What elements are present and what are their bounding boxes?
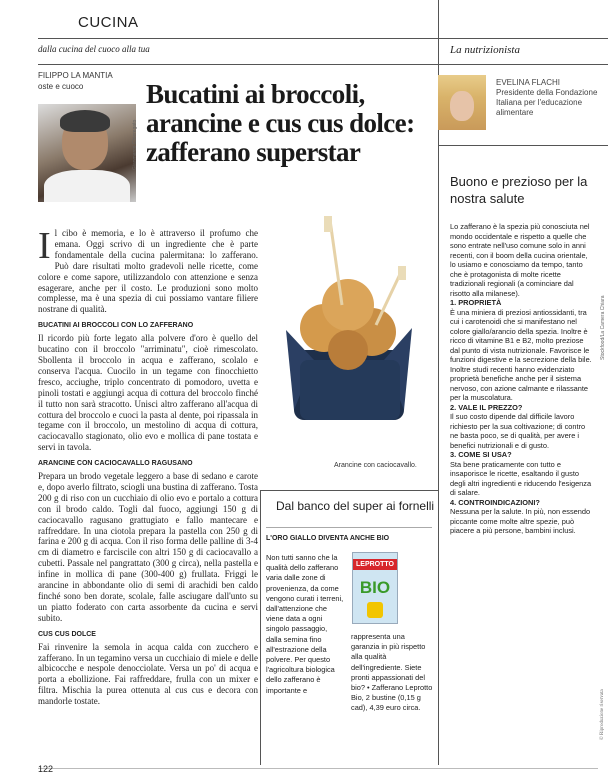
nutritionist-label: La nutrizionista — [450, 44, 520, 56]
side-box-item-heading: 3. COME SI USA? — [450, 450, 512, 459]
headline-line: Bucatini ai broccoli, — [146, 79, 365, 109]
shop-box-title: Dal banco del super ai fornelli — [276, 499, 435, 513]
headline-line: arancine e cus cus dolce: — [146, 108, 415, 138]
chef-photo — [38, 104, 136, 202]
shop-box-text-left: Non tutti sanno che la qualità dello zafferano varia dalle zone di provenienza, da come vengono curati i terreni, dall'attenzione che viene data a ogni singolo passaggio, dalla semina fino all'estrazione della polvere. Per questo l'agricoltura biologica dello zafferano è importante e — [266, 553, 344, 695]
side-box-item-text: Sta bene praticamente con tutto e insaporisce le ricette, esaltando il gusto degli altri ingredienti e riducendo l'esigenza di salare. — [450, 459, 592, 497]
nutritionist-photo — [438, 75, 486, 130]
side-box-intro: Lo zafferano è la spezia più conosciuta nel mondo occidentale e rispetto a quelle che sono entrate nell'uso comune solo in anni recenti, con il boom della cucina orientale, lo usiamo e conosciamo da tempo, tanto che è protagonista di molte ricette tradizionali regionali (a cominciare dal risotto alla milanese). — [450, 222, 590, 298]
shop-box-left-rule — [260, 490, 261, 765]
column-divider — [438, 145, 439, 765]
side-box-item-text: Nessuna per la salute. In più, non essendo piccante come molte altre spezie, può piacere a più persone, bambini inclusi. — [450, 507, 591, 535]
product-pack — [352, 552, 398, 624]
photo-caption: Arancine con caciocavallo. — [334, 462, 417, 469]
side-box-body — [450, 222, 592, 536]
rights-notice: © Riproduzione riservata — [600, 689, 605, 740]
side-box-item-text: Il suo costo dipende dal difficile lavoro richiesto per la sua coltivazione; di contro ne basta poco, se di qualità, per avere i benefici nutrizionali e di gusto. — [450, 412, 586, 450]
author-role: oste e cuoco — [38, 82, 84, 91]
side-box-item-heading: 1. PROPRIETÀ — [450, 298, 502, 307]
side-box-item-heading: 4. CONTROINDICAZIONI? — [450, 497, 540, 507]
nutritionist-info — [496, 78, 606, 118]
pack-label: BIO — [359, 578, 391, 597]
footer-rule — [38, 768, 598, 769]
subheader-rule — [38, 64, 438, 65]
header-rule — [38, 38, 438, 39]
dropcap: I — [38, 225, 51, 267]
nutritionist-bio: Presidente della Fondazione Italiana per l'educazione alimentare — [496, 88, 598, 117]
recipe-text: Fai rinvenire la semola in acqua calda con zucchero e zafferano. In un tegamino versa un cucchiaio di miele e delle albicocche e nespole denocciolate. Versa un po' di acqua e porta a ebollizione. Fai raffreddare, frulla con un mixer e filtra. Mischia la purea ottenuta al cus cus e decora con mandorle tostate. — [38, 641, 258, 707]
recipe-heading: BUCATINI AI BROCCOLI CON LO ZAFFERANO — [38, 322, 194, 330]
subheader-rule-right — [438, 64, 608, 65]
arancine-illustration — [264, 210, 430, 436]
shop-box-heading: L'ORO GIALLO DIVENTA ANCHE BIO — [266, 535, 390, 542]
recipe-text: Il ricordo più forte legato alla polvere d'oro è quello del bucatino con il broccolo "arriminatu", cioè rimescolato. Sbollenta il broccolo in acqua e zafferano, scolalo e conserva l'acqua. Cuocilo in un tegame con finocchietto fresco, acciughe, triplo concentrato di pomodoro, uvetta e pinoli tostati e aggiungi acqua di cottura del broccolo finché il tutto non sarà stracotto. Unisci altro zafferano all'acqua di cottura del broccolo e cuoci la pasta al dente, poi ripassala in tegame con il broccolo, un mestolino di acqua di cottura, caciocavallo stagionato, olio evo e mollica di pane tostata e servi in tavola. — [38, 333, 258, 453]
side-box-rule — [438, 145, 608, 146]
header-rule-right — [438, 38, 608, 39]
pack-icon — [367, 602, 383, 618]
side-box-item-text: È una miniera di preziosi antiossidanti, tra cui i carotenoidi che si manifestano nel colore giallo/arancio della spezia. Inoltre è ricco di vitamine B1 e B2, molto preziose dal punto di vista nutrizionale. Favorisce le funzioni digestive e la secrezione della bile. Inoltre studi recenti hanno evidenziato proprietà benefiche anche per il sistema nervoso, con azione calmante e rilassante per la muscolatura. — [450, 307, 592, 402]
section-title: CUCINA — [78, 14, 139, 31]
shop-box-title-rule — [266, 527, 432, 528]
intro-paragraph — [38, 225, 258, 315]
intro-text: l cibo è memoria, e lo è attraverso il profumo che emana. Oggi scrivo di un ingrediente che è parte fondamentale della cucina palermitana: lo zafferano. Può dare risultati molto gradevoli nelle ricette, come colore e come sapore, utilizzandolo con attenzione e senza esagerare, anche per il costo. Le produzioni sono molto complesse, ma è una spezia di cui possiamo vantare filiere nostrane di qualità. — [38, 228, 258, 315]
side-photo-credit: Stockfood/La Camera Chiara — [600, 295, 606, 360]
author-name: FILIPPO LA MANTIA — [38, 71, 113, 80]
headline — [146, 80, 436, 167]
main-article — [38, 225, 258, 711]
recipe-heading: ARANCINE CON CACIOCAVALLO RAGUSANO — [38, 460, 193, 468]
nutritionist-name: EVELINA FLACHI — [496, 78, 561, 87]
side-box-item-heading: 2. VALE IL PREZZO? — [450, 402, 523, 412]
section-subtitle: dalla cucina del cuoco alla tua — [38, 44, 150, 54]
pack-brand: LEPROTTO — [353, 559, 397, 570]
page-number: 122 — [38, 764, 54, 774]
author-block — [38, 70, 113, 92]
shop-box-rule — [260, 490, 438, 491]
food-photo — [264, 210, 430, 436]
chef-photo-credit: Gianmarco Chieregato — [132, 119, 138, 170]
side-box-title: Buono e prezioso per la nostra salute — [450, 174, 588, 206]
recipe-heading: CUS CUS DOLCE — [38, 630, 96, 638]
headline-line: zafferano superstar — [146, 137, 361, 167]
shop-box-text-right: rappresenta una garanzia in più rispetto alla qualità dell'ingrediente. Siete pronti appassionati del bio? • Zafferano Leprotto Bio, 2 bustine (0,15 g cad), 4,39 euro circa. — [351, 632, 433, 713]
recipe-text: Prepara un brodo vegetale leggero a base di sedano e carote e, dopo averlo filtrato, sciogli una bustina di zafferano. Tosta 200 g di riso con un cucchiaio di olio evo e portalo a cottura con il brodo caldo. Togli dal fuoco, aggiungi 150 g di caciocavallo ragusano grattugiato e fallo mantecare e raffreddare. In una ciotola prepara la pastella con 250 g di farina e 200 g di acqua. Con il riso forma delle palline di 3-4 cm di diametro e farciscile con altri 150 g di caciocavallo a cubetti. Passale nel pangrattato (300 g circa), nella pastella e infine in mollica di pane (300-400 g) frullata. Friggi le arancine in abbondante olio di semi di arachidi ben caldo finché sono ben dorate, scolale, falle asciugare dall'unto su un piatto foderato con carta assorbente da cucina e servi subito. — [38, 471, 258, 623]
